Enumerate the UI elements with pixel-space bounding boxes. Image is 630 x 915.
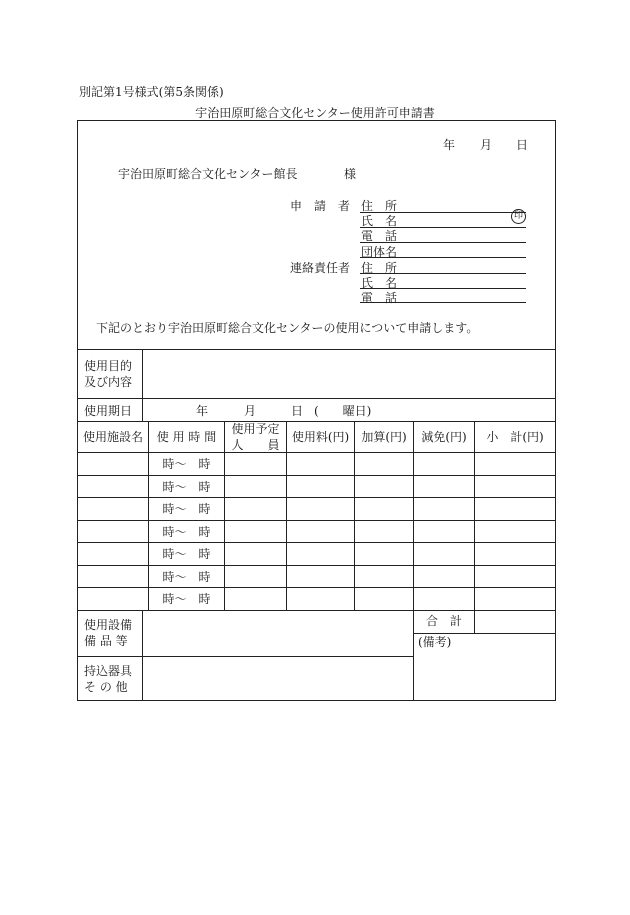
items-label-line2: そ の 他 [84, 680, 128, 694]
table-row-time[interactable]: 時～ 時 [162, 547, 211, 561]
items-label-line1: 持込器具 [84, 664, 133, 678]
date-month-label: 月 [480, 138, 493, 152]
equipment-label-line2: 備 品 等 [84, 634, 128, 648]
period-label: 使用期日 [84, 404, 133, 418]
date-year-label: 年 [443, 138, 456, 152]
contact-role-label: 連絡責任者 [290, 261, 351, 275]
header-surcharge: 加算(円) [361, 430, 407, 444]
applicant-phone-label: 電 話 [361, 229, 398, 243]
purpose-label [84, 358, 132, 390]
total-input[interactable] [475, 611, 555, 632]
table-row-time[interactable]: 時～ 時 [162, 502, 211, 516]
items-input[interactable] [143, 657, 413, 700]
table-row-time[interactable]: 時～ 時 [162, 592, 211, 606]
divider [77, 398, 556, 399]
form-number: 別記第1号様式(第5条関係) [79, 85, 224, 99]
remarks-label: (備考) [418, 635, 452, 649]
header-people [225, 421, 286, 453]
purpose-label-line1: 使用目的 [84, 359, 133, 373]
table-row-time[interactable]: 時～ 時 [162, 457, 211, 471]
applicant-role-label: 申 請 者 [290, 199, 351, 213]
applicant-address-label: 住 所 [361, 199, 398, 213]
header-exemption: 減免(円) [421, 430, 467, 444]
header-people-line1: 使用予定 [231, 422, 280, 436]
contact-phone-line[interactable] [360, 302, 526, 303]
header-people-line2: 人 員 [231, 438, 280, 452]
period-weekday-label: ( 曜日) [314, 404, 372, 418]
divider [413, 421, 414, 701]
table-row-time[interactable]: 時～ 時 [162, 480, 211, 494]
divider [354, 421, 355, 610]
equipment-input[interactable] [143, 611, 413, 655]
header-fee: 使用料(円) [291, 430, 350, 444]
header-facility: 使用施設名 [82, 430, 143, 444]
contact-phone-label: 電 話 [361, 291, 398, 305]
period-year-label: 年 [196, 404, 209, 418]
purpose-label-line2: 及び内容 [84, 375, 133, 389]
seal-mark: 印 [511, 209, 526, 224]
date-day-label: 日 [516, 138, 529, 152]
items-label [84, 663, 132, 695]
divider [286, 421, 287, 610]
equipment-label [84, 617, 132, 649]
form-title: 宇治田原町総合文化センター使用許可申請書 [195, 106, 435, 120]
applicant-group-line[interactable] [360, 257, 526, 258]
divider [474, 421, 475, 633]
table-row-time[interactable]: 時～ 時 [162, 570, 211, 584]
equipment-label-line1: 使用設備 [84, 618, 133, 632]
applicant-group-label: 団体名 [361, 245, 398, 259]
addressee-suffix: 様 [344, 167, 357, 181]
header-time: 使 用 時 間 [156, 430, 217, 444]
period-month-label: 月 [244, 404, 257, 418]
table-row-time[interactable]: 時～ 時 [162, 525, 211, 539]
addressee-name: 宇治田原町総合文化センター館長 [118, 167, 298, 181]
application-statement: 下記のとおり宇治田原町総合文化センターの使用について申請します。 [96, 321, 479, 335]
purpose-input[interactable] [143, 350, 555, 397]
total-label: 合 計 [425, 614, 462, 628]
header-subtotal: 小 計(円) [486, 430, 544, 444]
contact-name-label: 氏 名 [361, 276, 398, 290]
applicant-name-label: 氏 名 [361, 214, 398, 228]
period-day-label: 日 [291, 404, 304, 418]
contact-address-label: 住 所 [361, 261, 398, 275]
